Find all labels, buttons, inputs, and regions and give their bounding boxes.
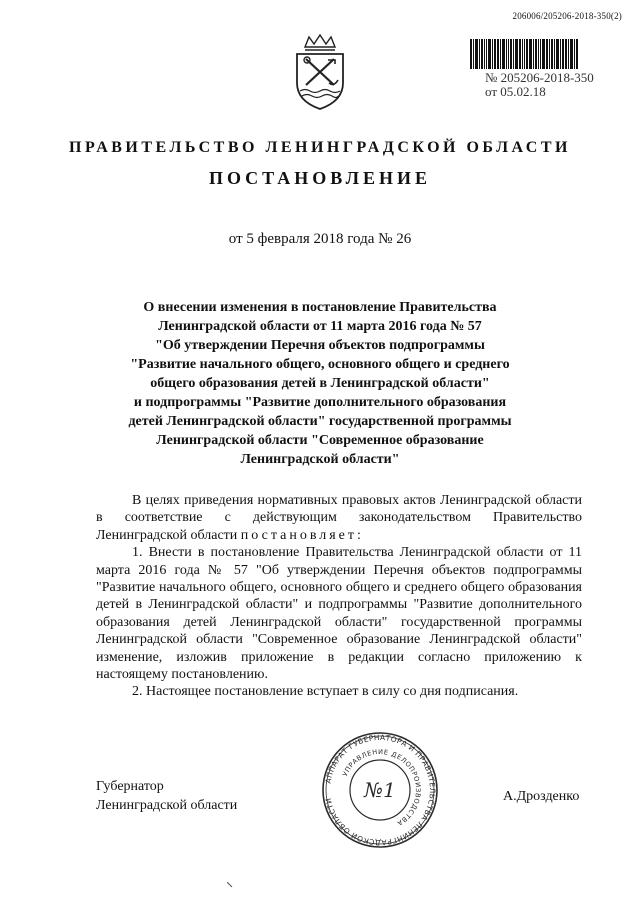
signatory-name: А.Дрозденко (503, 789, 580, 804)
seal-outer-text: АППАРАТ ГУБЕРНАТОРА И ПРАВИТЕЛЬСТВА ЛЕНИНГРАДСКОЙ ОБЛАСТИ (323, 732, 438, 848)
coat-of-arms-icon (291, 33, 349, 111)
subject-line: Ленинградской области от 11 марта 2016 года № 57 (158, 319, 482, 334)
subject-line: и подпрограммы "Развитие дополнительного образования (133, 395, 507, 410)
item-2-paragraph: 2. Настоящее постановление вступает в силу со дня подписания. (132, 684, 519, 700)
decree-title: ПОСТАНОВЛЕНИЕ (208, 168, 432, 188)
seal-inner-text: УПРАВЛЕНИЕ ДЕЛОПРОИЗВОДСТВА (341, 747, 423, 828)
registration-number: № 205206-2018-350 (485, 70, 594, 85)
barcode-icon (470, 39, 595, 69)
subject-line: Ленинградской области" (240, 452, 400, 467)
item-1-paragraph: 1. Внести в постановление Правительства Ленинградской области от 11 марта 2016 года № 57 "Об утверждении Перечня объектов подпрограммы "Развитие начального общего, основного общего и среднего общего образования детей в Ленинградской области" и подпрограммы "Развитие дополнительного образования детей Ленинградской области" государственной программы Ленинградской области "Современное образование Ленинградской области" изменение, изложив приложение в редакции согласно приложению к настоящему постановлению. (96, 545, 582, 683)
registration-info (485, 71, 594, 99)
government-title: ПРАВИТЕЛЬСТВО ЛЕНИНГРАДСКОЙ ОБЛАСТИ (69, 139, 571, 156)
subject-line: детей Ленинградской области" государственной программы (128, 414, 512, 429)
document-code: 206006/205206-2018-350(2) (512, 11, 622, 21)
position-line: Губернатор (96, 779, 164, 794)
official-seal-icon (320, 730, 440, 850)
seal-number: №1 (364, 778, 396, 802)
decree-date-number: от 5 февраля 2018 года № 26 (228, 231, 412, 247)
subject-line: Ленинградской области "Современное образование (156, 433, 484, 448)
subject-line: общего образования детей в Ленинградской области" (150, 376, 490, 391)
preamble-paragraph (96, 492, 582, 544)
resolves-word: постановляет: (240, 527, 364, 543)
decree-subject (110, 298, 530, 469)
scan-mark-icon (227, 882, 233, 888)
signatory-position (96, 777, 237, 815)
registration-date: от 05.02.18 (485, 84, 546, 99)
decree-body (96, 492, 582, 701)
position-line: Ленинградской области (96, 798, 238, 813)
subject-line: "Развитие начального общего, основного общего и среднего (130, 357, 510, 372)
subject-line: "Об утверждении Перечня объектов подпрограммы (155, 338, 485, 353)
subject-line: О внесении изменения в постановление Правительства (143, 300, 497, 315)
preamble-text: В целях приведения нормативных правовых актов Ленинградской области в соответствие с действующим законодательством Правительство Ленинградской области (96, 493, 582, 543)
